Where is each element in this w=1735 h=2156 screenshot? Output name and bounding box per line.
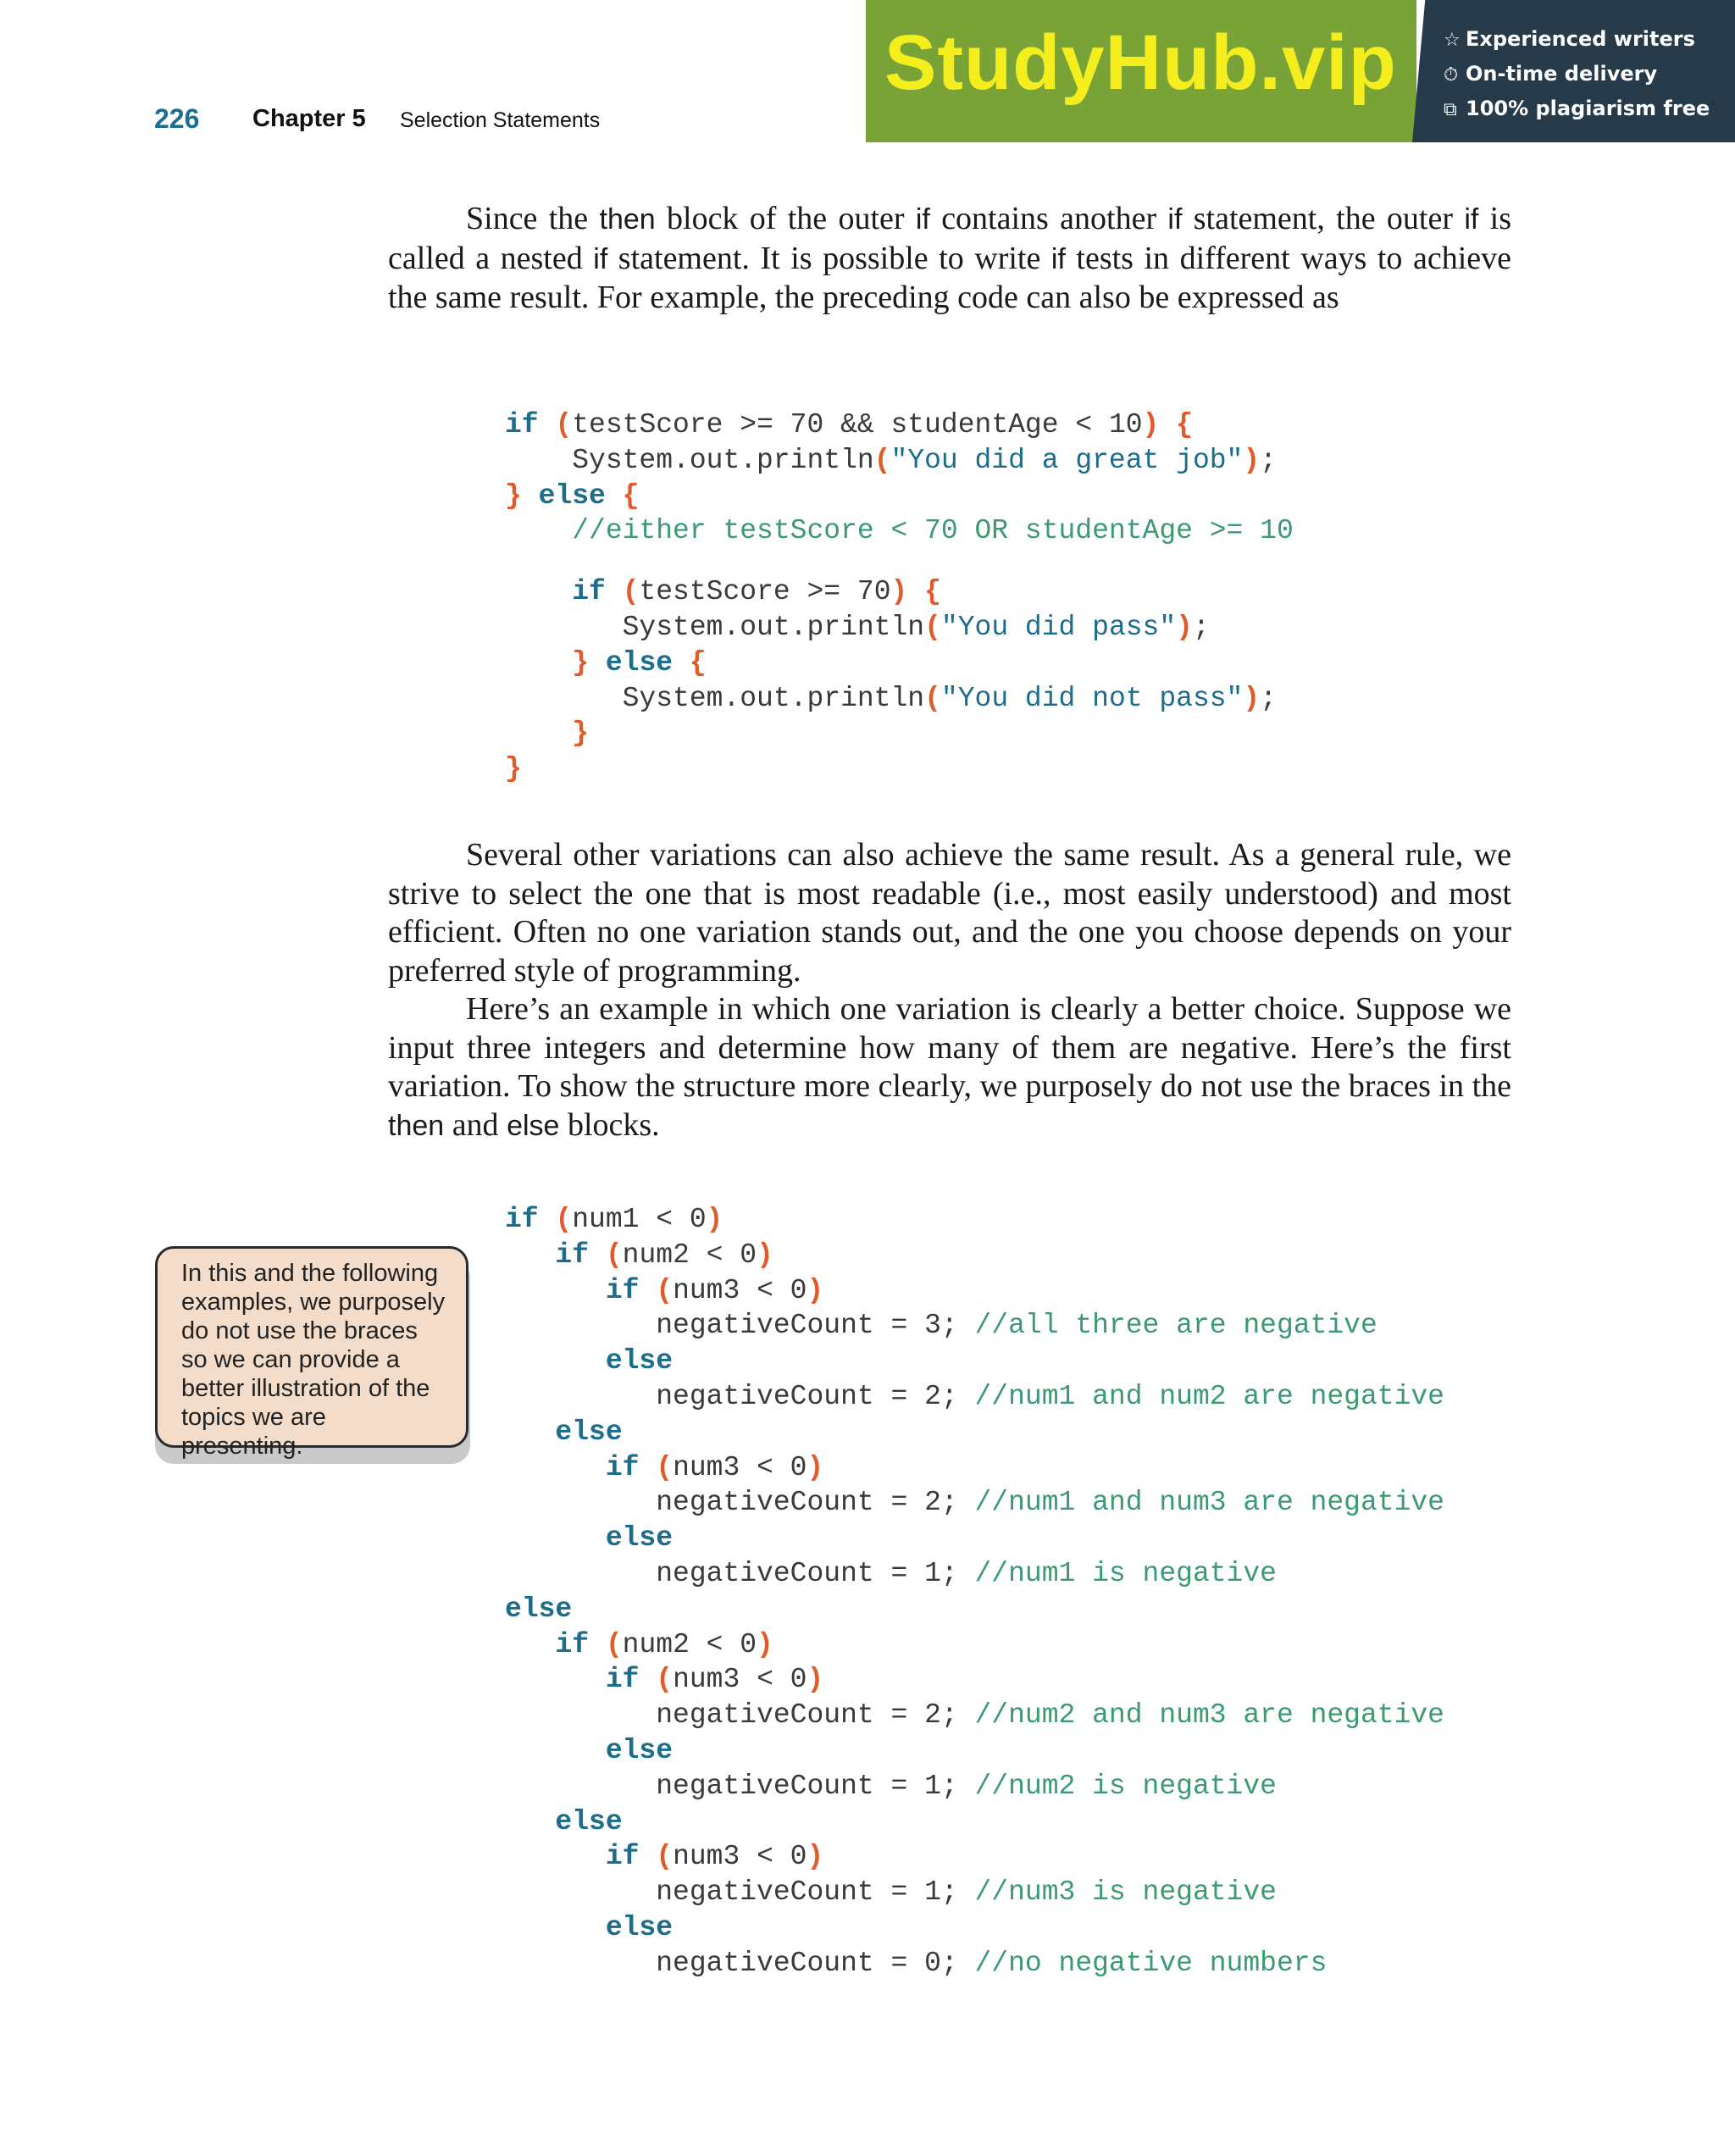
copy-icon: ⧉ xyxy=(1444,99,1457,120)
code-token: ) xyxy=(807,1664,824,1696)
code-token: ; xyxy=(1192,611,1210,643)
code-token: negativeCount = 3; xyxy=(505,1310,975,1342)
code-token: ( xyxy=(656,1664,673,1696)
code-line xyxy=(505,1910,1444,1946)
code-line xyxy=(505,1592,1444,1627)
paragraph-text: Several other variations can also achieve the same result. As a general rule, we strive to select the one that is most readable (i.e., most easily understood) and most efficient. Often no one variation stands out, and the one you choose depends on your preferred style of programming. xyxy=(388,837,1511,989)
code-token: ( xyxy=(656,1451,673,1483)
code-block-compound-condition xyxy=(505,407,1294,787)
code-token: if xyxy=(555,1239,590,1271)
code-token: negativeCount = 1; xyxy=(505,1876,975,1909)
code-line xyxy=(505,646,1294,681)
code-token xyxy=(505,647,572,679)
code-token: //num2 is negative xyxy=(974,1770,1277,1802)
code-line xyxy=(505,1804,1444,1840)
code-token: testScore >= 70 xyxy=(639,576,891,608)
code-token xyxy=(907,576,924,607)
code-line xyxy=(505,1238,1444,1273)
code-token: if xyxy=(605,1664,640,1696)
code-block-negative-count xyxy=(505,1202,1444,1981)
code-token: System.out.println xyxy=(505,444,874,476)
code-token: { xyxy=(924,576,941,608)
code-token: num3 < 0 xyxy=(673,1274,807,1306)
code-token xyxy=(505,1522,606,1554)
code-token: { xyxy=(689,646,707,679)
code-token: if xyxy=(505,1204,539,1235)
code-token xyxy=(505,1239,555,1271)
code-token: num2 < 0 xyxy=(622,1628,757,1660)
code-token: ( xyxy=(873,444,891,476)
code-line xyxy=(505,407,1294,443)
code-token: "You did not pass" xyxy=(940,682,1244,714)
code-token: } xyxy=(505,753,522,785)
inline-code: if xyxy=(593,242,608,275)
perk-list xyxy=(1444,22,1710,126)
code-token xyxy=(505,1629,555,1660)
code-token xyxy=(606,480,623,512)
code-token: ) xyxy=(1142,409,1160,441)
code-line xyxy=(505,1344,1444,1379)
code-line xyxy=(505,1733,1444,1769)
code-line xyxy=(505,1698,1444,1733)
code-token xyxy=(539,409,556,441)
code-token: //num3 is negative xyxy=(974,1876,1277,1909)
code-token xyxy=(505,1345,606,1377)
code-token: else xyxy=(605,1345,673,1377)
code-token: ( xyxy=(555,409,573,441)
code-line xyxy=(505,1521,1444,1556)
code-line xyxy=(505,1662,1444,1698)
code-token: else xyxy=(605,1522,673,1555)
code-token: //no negative numbers xyxy=(974,1947,1328,1979)
code-token: } xyxy=(572,646,590,679)
code-token xyxy=(505,1806,555,1837)
chapter-label: Chapter 5 xyxy=(252,105,366,132)
code-token xyxy=(505,1912,606,1943)
code-token: if xyxy=(505,409,539,441)
code-token: negativeCount = 1; xyxy=(505,1770,975,1802)
code-token: //num1 and num2 are negative xyxy=(974,1380,1444,1412)
code-token xyxy=(639,1275,656,1306)
code-line xyxy=(505,1485,1444,1521)
code-token: num1 < 0 xyxy=(572,1204,707,1235)
code-token: else xyxy=(505,1593,573,1625)
code-token: else xyxy=(605,1911,673,1943)
code-line xyxy=(505,751,1294,787)
code-token: } xyxy=(505,479,522,512)
code-token xyxy=(639,1841,656,1872)
code-token xyxy=(505,1735,606,1766)
code-token: ) xyxy=(807,1274,824,1306)
code-line xyxy=(505,610,1294,646)
code-line xyxy=(505,1202,1444,1238)
code-token: else xyxy=(555,1416,623,1448)
code-token: else xyxy=(555,1805,623,1837)
paragraph-variations: Several other variations can also achieve the same result. As a general rule, we strive to select the one that is most readable (i.e., most easily understood) and most efficient. Often no one variation stands out, and the one you choose depends on your preferred style of programming. Here’s an example in which one variation is clearly a better choice. Suppose we input three integers and determine how many of them are negative. Here’s the first variation. To show the structure more clearly, we purposely do not use the braces in the then and else blocks. xyxy=(388,837,1511,1143)
code-line xyxy=(505,1627,1444,1663)
code-token xyxy=(505,1664,606,1695)
margin-note: In this and the following examples, we purposely do not use the braces so we can provide a better illustration of the topics we are presenting. xyxy=(155,1246,468,1448)
code-line xyxy=(505,1308,1444,1344)
code-token: } xyxy=(572,718,590,750)
inline-code: then xyxy=(599,203,656,236)
code-line xyxy=(505,1946,1444,1981)
code-line xyxy=(505,716,1294,751)
code-line xyxy=(505,1839,1444,1875)
code-token: testScore >= 70 && studentAge < 10 xyxy=(572,409,1143,441)
code-line xyxy=(505,1556,1444,1592)
code-token: ) xyxy=(807,1451,824,1483)
code-token: if xyxy=(605,1451,640,1483)
code-token: { xyxy=(1176,409,1193,441)
code-token: negativeCount = 0; xyxy=(505,1947,975,1979)
code-token: else xyxy=(605,646,673,679)
code-token: negativeCount = 2; xyxy=(505,1380,975,1412)
code-token: //num1 and num3 are negative xyxy=(974,1487,1444,1519)
code-token xyxy=(505,1841,606,1872)
code-line xyxy=(505,1273,1444,1309)
code-token: if xyxy=(605,1841,640,1873)
section-title: Selection Statements xyxy=(400,108,601,132)
code-line xyxy=(505,1875,1444,1910)
code-token: //all three are negative xyxy=(974,1310,1377,1342)
code-token xyxy=(673,647,690,679)
code-token: { xyxy=(622,479,640,512)
code-token: ( xyxy=(605,1239,623,1271)
brand-logo: StudyHub.vip xyxy=(884,19,1397,106)
code-token: ( xyxy=(924,682,941,714)
code-token: num3 < 0 xyxy=(673,1841,807,1873)
perk-item xyxy=(1444,91,1710,126)
code-token: ) xyxy=(757,1628,773,1660)
inline-code: else xyxy=(507,1109,560,1142)
code-token xyxy=(639,1664,656,1695)
code-token: ) xyxy=(1243,682,1261,714)
inline-code: if xyxy=(1167,203,1183,236)
code-token xyxy=(606,576,623,607)
code-token: //num2 and num3 are negative xyxy=(974,1699,1444,1732)
code-token: if xyxy=(572,576,606,608)
code-token: ( xyxy=(605,1628,623,1660)
code-token xyxy=(589,1629,606,1660)
code-token: ( xyxy=(656,1841,673,1873)
code-token: ; xyxy=(1260,444,1277,476)
code-token: ) xyxy=(757,1239,773,1271)
code-token xyxy=(589,647,606,679)
code-token: num2 < 0 xyxy=(622,1239,757,1271)
code-token: ( xyxy=(656,1274,673,1306)
code-token xyxy=(1159,409,1176,441)
code-token xyxy=(505,1452,606,1483)
inline-code: if xyxy=(915,203,930,236)
code-line xyxy=(505,1769,1444,1804)
code-token: else xyxy=(605,1734,673,1766)
code-line xyxy=(505,479,1294,514)
code-token xyxy=(505,1275,606,1306)
inline-code: then xyxy=(388,1109,445,1142)
code-line xyxy=(505,1450,1444,1486)
code-token: System.out.println xyxy=(505,611,925,643)
inline-code: if xyxy=(1050,242,1066,275)
code-token: if xyxy=(605,1274,640,1306)
code-token: ; xyxy=(1260,682,1277,714)
code-token: ) xyxy=(706,1204,723,1235)
code-token: negativeCount = 2; xyxy=(505,1487,975,1519)
code-token: ) xyxy=(1176,611,1193,643)
code-token: ) xyxy=(890,576,908,608)
code-token: ( xyxy=(924,611,941,643)
perk-text: On-time delivery xyxy=(1466,62,1658,86)
code-token: //num1 is negative xyxy=(974,1557,1277,1589)
code-line xyxy=(505,574,1294,610)
code-token: ) xyxy=(1243,444,1261,476)
star-outline-icon: ☆ xyxy=(1444,30,1461,51)
code-token xyxy=(539,1204,556,1235)
code-token xyxy=(505,515,572,546)
perk-text: 100% plagiarism free xyxy=(1466,97,1710,120)
code-line xyxy=(505,513,1294,549)
code-token: num3 < 0 xyxy=(673,1451,807,1483)
code-token xyxy=(505,1416,555,1448)
banner-brand-area xyxy=(866,0,1416,142)
perk-item xyxy=(1444,57,1710,91)
paragraph-nested-if: Since the then block of the outer if contains another if statement, the outer if is called a nested if statement. It is possible to write if tests in different ways to achieve the same result. For example, the preceding code can also be expressed as xyxy=(388,201,1511,315)
clock-icon: ⏱ xyxy=(1444,64,1459,86)
page-number: 226 xyxy=(154,103,200,134)
inline-code: if xyxy=(1464,203,1479,236)
code-token: if xyxy=(555,1628,590,1660)
code-token: ( xyxy=(555,1204,573,1235)
code-token xyxy=(589,1239,606,1271)
code-token: "You did pass" xyxy=(940,611,1177,643)
code-line xyxy=(505,681,1294,717)
code-token xyxy=(639,1452,656,1483)
perk-text: Experienced writers xyxy=(1466,27,1695,51)
code-token xyxy=(522,480,539,512)
code-token: ( xyxy=(622,576,640,608)
code-token: System.out.println xyxy=(505,682,925,714)
code-line xyxy=(505,1415,1444,1450)
code-token xyxy=(505,576,572,607)
code-token: ) xyxy=(807,1841,824,1873)
code-token: negativeCount = 2; xyxy=(505,1699,975,1732)
studyhub-banner[interactable] xyxy=(866,0,1735,142)
code-token: negativeCount = 1; xyxy=(505,1557,975,1589)
code-token: num3 < 0 xyxy=(673,1664,807,1696)
code-token: //either testScore < 70 OR studentAge >= 10 xyxy=(572,515,1294,547)
code-line xyxy=(505,1379,1444,1415)
code-line xyxy=(505,443,1294,479)
code-token: "You did a great job" xyxy=(890,444,1244,476)
code-token: else xyxy=(538,479,606,512)
perk-item xyxy=(1444,22,1710,57)
code-token xyxy=(505,718,572,749)
